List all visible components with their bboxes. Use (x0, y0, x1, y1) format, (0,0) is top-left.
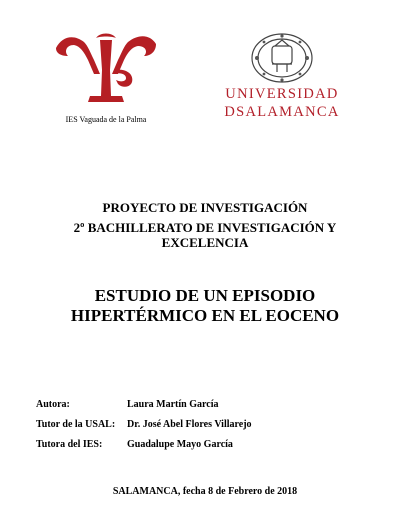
usal-tutor-label: Tutor de la USAL: (36, 418, 116, 430)
project-heading: PROYECTO DE INVESTIGACIÓN (102, 200, 308, 215)
usal-tutor-name: Dr. José Abel Flores Villarejo (127, 418, 252, 430)
authors-block (36, 394, 252, 454)
ies-emblem-icon (54, 30, 158, 112)
author-name: Laura Martín García (127, 398, 219, 410)
ies-tutor-label: Tutora del IES: (36, 438, 103, 450)
ies-tutor-row (36, 434, 252, 454)
author-label: Autora: (36, 398, 70, 410)
university-seal-icon (249, 32, 315, 84)
author-row (36, 394, 252, 414)
usal-name-line2: DSALAMANCA (224, 104, 340, 120)
program-heading: 2º BACHILLERATO DE INVESTIGACIÓN Y EXCELENCIA (73, 220, 337, 250)
document-title: ESTUDIO DE UN EPISODIO HIPERTÉRMICO EN EL EOCENO (70, 286, 340, 325)
ies-logo (50, 30, 162, 128)
usal-logo (222, 32, 342, 128)
usal-tutor-row (36, 414, 252, 434)
place-date: SALAMANCA, fecha 8 de Febrero de 2018 (112, 486, 298, 497)
ies-caption: IES Vaguada de la Palma (65, 115, 147, 124)
ies-tutor-name: Guadalupe Mayo García (127, 438, 233, 450)
usal-name-line1: UNIVERSIDAD (225, 86, 339, 102)
